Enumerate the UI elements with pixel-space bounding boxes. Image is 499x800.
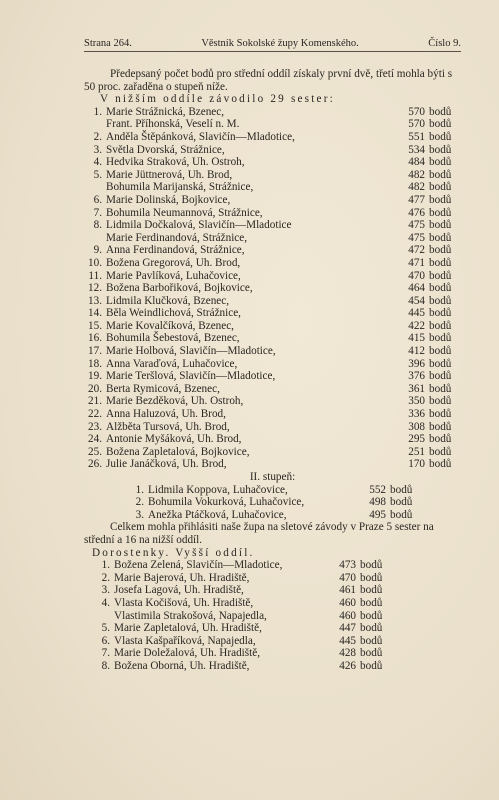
points-unit: bodů <box>360 634 383 647</box>
points-value: 498 <box>369 496 386 509</box>
points-unit: bodů <box>429 294 452 307</box>
points-value: 484 <box>408 156 425 169</box>
result-row <box>84 458 461 471</box>
points-value: 428 <box>339 647 356 660</box>
result-row <box>84 194 461 207</box>
points-unit: bodů <box>429 332 452 345</box>
rank-number: 2. <box>101 571 110 584</box>
points-value: 412 <box>408 345 425 358</box>
result-row <box>84 257 461 270</box>
points-value: 376 <box>408 370 425 383</box>
rank-number: 9. <box>93 244 102 257</box>
points-value: 552 <box>369 483 386 496</box>
rank-number: 15. <box>88 319 102 332</box>
athlete-name: Marie Zapletalová, Uh. Hradiště, <box>114 622 262 635</box>
result-row <box>84 484 461 497</box>
result-row <box>84 118 461 131</box>
athlete-name: Marie Bezděková, Uh. Ostroh, <box>106 395 244 408</box>
points-value: 482 <box>408 168 425 181</box>
athlete-name: Bohumila Neumannová, Strážnice, <box>106 206 263 219</box>
points-unit: bodů <box>429 357 452 370</box>
rank-number <box>84 610 114 623</box>
points-value: 477 <box>408 193 425 206</box>
result-row <box>84 207 461 220</box>
athlete-name: Bohumila Šebestová, Bzenec, <box>106 332 240 345</box>
points-unit: bodů <box>429 458 452 471</box>
points-value: 551 <box>408 130 425 143</box>
points-value: 534 <box>408 143 425 156</box>
points-value: 361 <box>408 382 425 395</box>
rank-number: 20. <box>88 382 102 395</box>
points-value: 482 <box>408 181 425 194</box>
result-row <box>84 610 461 623</box>
rank-number: 7. <box>93 206 102 219</box>
rank-number: 10. <box>88 256 102 269</box>
rank-number <box>84 232 106 245</box>
athlete-name: Marie Teršlová, Slavičín—Mladotice, <box>106 370 276 383</box>
points-unit: bodů <box>429 143 452 156</box>
athlete-name: Marie Strážnická, Bzenec, <box>106 105 225 118</box>
result-row <box>84 433 461 446</box>
result-row <box>84 332 461 345</box>
result-row <box>84 622 461 635</box>
rank-number <box>84 118 106 131</box>
points-unit: bodů <box>429 420 452 433</box>
result-row <box>84 370 461 383</box>
points-unit: bodů <box>390 496 413 509</box>
athlete-name: Julie Janáčková, Uh. Brod, <box>106 458 227 471</box>
result-row <box>84 345 461 358</box>
points-unit: bodů <box>360 584 383 597</box>
points-value: 471 <box>408 256 425 269</box>
athlete-name: Světla Dvorská, Strážnice, <box>106 143 225 156</box>
athlete-name: Vlasta Kočišová, Uh. Hradiště, <box>114 596 254 609</box>
athlete-name: Anna Varaďová, Luhačovice, <box>106 357 238 370</box>
points-unit: bodů <box>429 256 452 269</box>
result-row <box>84 131 461 144</box>
points-value: 251 <box>408 445 425 458</box>
result-row <box>84 559 461 572</box>
dorost-results-list <box>84 559 461 672</box>
athlete-name: Marie Ferdinandová, Strážnice, <box>106 231 248 244</box>
points-value: 570 <box>408 118 425 131</box>
rank-number <box>84 181 106 194</box>
rank-number: 5. <box>101 622 110 635</box>
result-row <box>84 144 461 157</box>
result-row <box>84 219 461 232</box>
page-header <box>84 38 461 52</box>
points-unit: bodů <box>360 659 383 672</box>
athlete-name: Hedvika Straková, Uh. Ostroh, <box>106 156 245 169</box>
points-unit: bodů <box>360 647 383 660</box>
result-row <box>84 572 461 585</box>
athlete-name: Vlastimila Strakošová, Napajedla, <box>114 609 267 622</box>
points-unit: bodů <box>429 181 452 194</box>
points-value: 570 <box>408 105 425 118</box>
stage2-heading: II. stupeň: <box>249 471 296 483</box>
athlete-name: Lidmila Klučková, Bzenec, <box>106 294 230 307</box>
points-unit: bodů <box>429 282 452 295</box>
rank-number: 4. <box>101 596 110 609</box>
rank-number: 1. <box>135 483 144 496</box>
athlete-name: Marie Kovalčíková, Bzenec, <box>106 319 234 332</box>
athlete-name: Lidmila Koppova, Luhačovice, <box>148 483 288 496</box>
result-row <box>84 421 461 434</box>
points-unit: bodů <box>390 508 413 521</box>
rank-number: 12. <box>88 282 102 295</box>
points-value: 426 <box>339 659 356 672</box>
result-row <box>84 106 461 119</box>
rank-number: 16. <box>88 332 102 345</box>
points-value: 495 <box>369 508 386 521</box>
points-value: 470 <box>339 571 356 584</box>
points-unit: bodů <box>429 193 452 206</box>
points-unit: bodů <box>429 319 452 332</box>
rank-number: 4. <box>93 156 102 169</box>
athlete-name: Marie Doležalová, Uh. Hradiště, <box>114 647 261 660</box>
rank-number: 8. <box>101 659 110 672</box>
athlete-name: Božena Gregorová, Uh. Brod, <box>106 256 241 269</box>
rank-number: 6. <box>93 193 102 206</box>
points-unit: bodů <box>429 118 452 131</box>
rank-number: 11. <box>88 269 102 282</box>
athlete-name: Bohumila Marijanská, Strážnice, <box>106 181 254 194</box>
rank-number: 13. <box>88 294 102 307</box>
points-unit: bodů <box>429 105 452 118</box>
athlete-name: Anna Haluzová, Uh. Brod, <box>106 408 226 421</box>
points-value: 472 <box>408 244 425 257</box>
result-row <box>84 660 461 673</box>
rank-number: 7. <box>101 647 110 660</box>
athlete-name: Božena Zapletalová, Bojkovice, <box>106 445 250 458</box>
result-row <box>84 647 461 660</box>
points-unit: bodů <box>429 156 452 169</box>
journal-title: Věstník Sokolské župy Komenského. <box>201 38 359 49</box>
points-unit: bodů <box>429 445 452 458</box>
dorost-section-heading: Dorostenky. Vyšší oddíl. <box>92 546 255 559</box>
points-value: 396 <box>408 357 425 370</box>
athlete-name: Marie Jüttnerová, Uh. Brod, <box>106 168 233 181</box>
rank-number: 19. <box>88 370 102 383</box>
result-row <box>84 307 461 320</box>
points-unit: bodů <box>429 408 452 421</box>
result-row <box>84 584 461 597</box>
rank-number: 18. <box>88 357 102 370</box>
athlete-name: Božena Oborná, Uh. Hradiště, <box>114 659 250 672</box>
result-row <box>84 282 461 295</box>
result-row <box>84 156 461 169</box>
points-unit: bodů <box>429 206 452 219</box>
rank-number: 6. <box>101 634 110 647</box>
points-unit: bodů <box>360 596 383 609</box>
result-row <box>84 446 461 459</box>
athlete-name: Marie Dolinská, Bojkovice, <box>106 193 231 206</box>
result-row <box>84 295 461 308</box>
points-unit: bodů <box>429 269 452 282</box>
rank-number: 23. <box>88 420 102 433</box>
points-unit: bodů <box>360 559 383 572</box>
athlete-name: Anděla Štěpánková, Slavičín—Mladotice, <box>106 130 295 143</box>
result-row <box>84 383 461 396</box>
rank-number: 3. <box>93 143 102 156</box>
result-row <box>84 395 461 408</box>
points-unit: bodů <box>429 370 452 383</box>
points-unit: bodů <box>429 219 452 232</box>
points-value: 454 <box>408 294 425 307</box>
points-unit: bodů <box>429 130 452 143</box>
result-row <box>84 509 461 522</box>
points-value: 460 <box>339 596 356 609</box>
result-row <box>84 358 461 371</box>
rank-number: 24. <box>88 433 102 446</box>
athlete-name: Lidmila Dočkalová, Slavičín—Mladotice <box>106 219 292 232</box>
rank-number: 2. <box>93 130 102 143</box>
intro-paragraph: Předepsaný počet bodů pro střední oddíl získaly první dvě, třetí mohla býti s 50 proc. zařaděna o stupeň níže. <box>84 68 453 93</box>
points-value: 447 <box>339 622 356 635</box>
athlete-name: Božena Barbořiková, Bojkovice, <box>106 282 253 295</box>
issue-number: Číslo 9. <box>428 38 461 49</box>
athlete-name: Alžběta Tursová, Uh. Brod, <box>106 420 230 433</box>
rank-number: 3. <box>135 508 144 521</box>
rank-number: 17. <box>88 345 102 358</box>
rank-number: 26. <box>88 458 102 471</box>
result-row <box>84 181 461 194</box>
points-unit: bodů <box>360 609 383 622</box>
summary-paragraph: Celkem mohla přihlásiti naše župa na sletové závody v Praze 5 sester na střední a 16 na nižší oddíl. <box>84 521 434 546</box>
result-row <box>84 408 461 421</box>
points-value: 295 <box>408 433 425 446</box>
rank-number: 1. <box>93 105 102 118</box>
rank-number: 25. <box>88 445 102 458</box>
athlete-name: Anna Ferdinandová, Strážnice, <box>106 244 245 257</box>
points-value: 470 <box>408 269 425 282</box>
points-unit: bodů <box>360 622 383 635</box>
points-value: 476 <box>408 206 425 219</box>
athlete-name: Marie Pavlíková, Luhačovice, <box>106 269 241 282</box>
rank-number: 5. <box>93 168 102 181</box>
points-unit: bodů <box>390 483 413 496</box>
result-row <box>84 169 461 182</box>
points-value: 460 <box>339 609 356 622</box>
athlete-name: Marie Holbová, Slavičín—Mladotice, <box>106 345 276 358</box>
rank-number: 22. <box>88 408 102 421</box>
points-value: 336 <box>408 408 425 421</box>
result-row <box>84 244 461 257</box>
points-value: 464 <box>408 282 425 295</box>
points-value: 415 <box>408 332 425 345</box>
rank-number: 1. <box>101 559 110 572</box>
result-row <box>84 270 461 283</box>
athlete-name: Antonie Myšáková, Uh. Brod, <box>106 433 242 446</box>
stage2-results-list <box>84 484 461 522</box>
points-unit: bodů <box>429 168 452 181</box>
points-unit: bodů <box>360 571 383 584</box>
points-unit: bodů <box>429 433 452 446</box>
rank-number: 2. <box>135 496 144 509</box>
result-row <box>84 597 461 610</box>
points-value: 350 <box>408 395 425 408</box>
lower-results-list <box>84 106 461 471</box>
rank-number: 8. <box>93 219 102 232</box>
points-value: 473 <box>339 559 356 572</box>
athlete-name: Frant. Příhonská, Veselí n. M. <box>106 118 240 131</box>
athlete-name: Božena Zelená, Slavičín—Mladotice, <box>114 559 283 572</box>
points-value: 308 <box>408 420 425 433</box>
result-row <box>84 320 461 333</box>
points-unit: bodů <box>429 244 452 257</box>
athlete-name: Marie Bajerová, Uh. Hradiště, <box>114 571 250 584</box>
points-unit: bodů <box>429 231 452 244</box>
athlete-name: Běla Weindlichová, Strážnice, <box>106 307 241 320</box>
athlete-name: Anežka Ptáčková, Luhačovice, <box>148 508 287 521</box>
rank-number: 14. <box>88 307 102 320</box>
points-value: 475 <box>408 231 425 244</box>
result-row <box>84 496 461 509</box>
rank-number: 21. <box>88 395 102 408</box>
points-unit: bodů <box>429 382 452 395</box>
result-row <box>84 635 461 648</box>
athlete-name: Bohumila Vokurková, Luhačovice, <box>148 496 305 509</box>
page-number: Strana 264. <box>84 38 132 49</box>
points-value: 445 <box>339 634 356 647</box>
points-value: 475 <box>408 219 425 232</box>
points-value: 422 <box>408 319 425 332</box>
rank-number: 3. <box>101 584 110 597</box>
athlete-name: Berta Rymicová, Bzenec, <box>106 382 220 395</box>
athlete-name: Vlasta Kašpaříková, Napajedla, <box>114 634 256 647</box>
athlete-name: Josefa Lagová, Uh. Hradiště, <box>114 584 244 597</box>
points-unit: bodů <box>429 345 452 358</box>
result-row <box>84 232 461 245</box>
points-value: 445 <box>408 307 425 320</box>
points-unit: bodů <box>429 307 452 320</box>
points-unit: bodů <box>429 395 452 408</box>
points-value: 170 <box>408 458 425 471</box>
points-value: 461 <box>339 584 356 597</box>
lower-section-heading: V nižším oddíle závodilo 29 sester: <box>100 93 335 106</box>
